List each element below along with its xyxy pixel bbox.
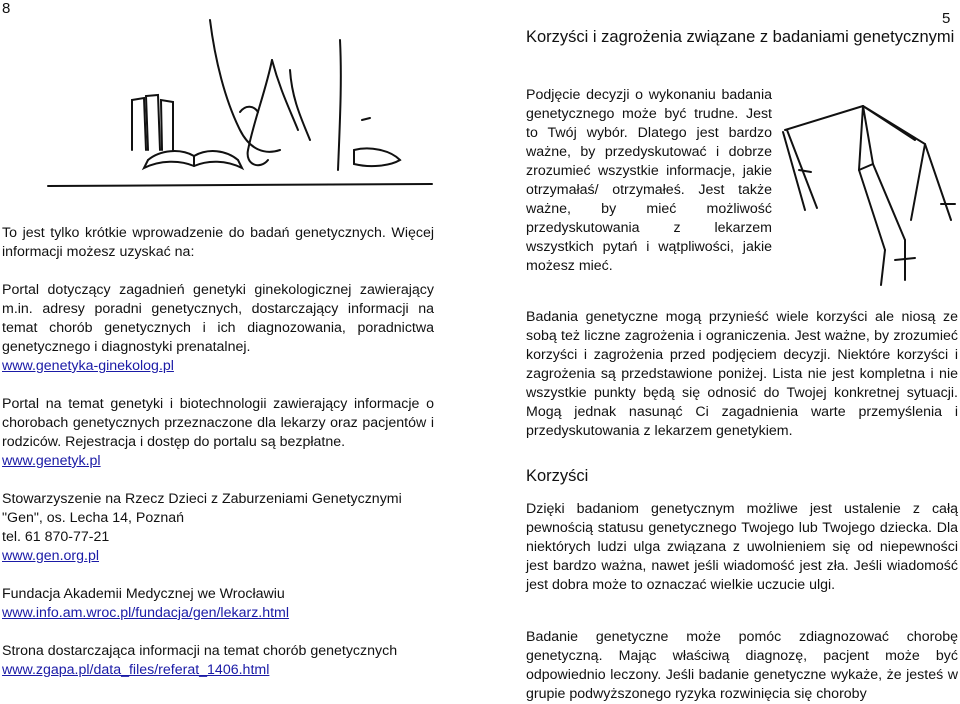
benefits-risks-paragraph: Badania genetyczne mogą przynieść wiele korzyści ale niosą ze sobą też liczne zagrożenia i ograniczenia. Jest ważne, by zrozumieć korzyści i zagrożenia przed podjęciem decyzji. Niektóre korzyści i zagrożenia są przedstawione poniżej. Lista nie jest kompletna i nie wszystkie punkty będą się odnosić do Twojej konkretnej sytuacji. Mogą jednak nasunąć Ci zagadnienia warte przemyślenia i przedyskutowania z lekarzem genetykiem. <box>526 309 958 439</box>
association-phone: tel. 61 870-77-21 <box>2 529 110 545</box>
left-column <box>2 224 434 680</box>
site-name: Strona dostarczająca informacji na temat chorób genetycznych <box>2 643 398 659</box>
swing-illustration <box>755 100 960 290</box>
association-name: Stowarzyszenie na Rzecz Dzieci z Zaburzeniami Genetycznymi "Gen", os. Lecha 14, Poznań <box>2 491 402 526</box>
site-link[interactable]: www.zgapa.pl/data_files/referat_1406.html <box>2 662 270 678</box>
desk-illustration <box>40 0 440 200</box>
portal1-link[interactable]: www.genetyka-ginekolog.pl <box>2 358 174 374</box>
decision-paragraph: Podjęcie decyzji o wykonaniu badania genetycznego może być trudne. Jest to Twój wybór. Dlatego jest bardzo ważne, by przedyskutować i dobrze zrozumieć wszystkie informacje, jakie otrzymałaś/ otrzymałeś. Jest także ważne, by mieć możliwość przedyskutowania z lekarzem wszystkich pytań i wątpliwości, jakie możesz mieć. <box>526 87 772 274</box>
page-number-left: 8 <box>2 0 11 17</box>
benefits-paragraph-2: Badanie genetyczne może pomóc zdiagnozować chorobę genetyczną. Mając właściwą diagnozę, pacjent może być odpowiednio leczony. Jeśli badanie genetyczne wykaże, że jesteś w grupie podwyższonego ryzyka rozwinięcia się choroby <box>526 629 958 702</box>
foundation-link[interactable]: www.info.am.wroc.pl/fundacja/gen/lekarz.html <box>2 605 290 621</box>
benefits-heading: Korzyści <box>526 467 589 485</box>
page-title: Korzyści i zagrożenia związane z badaniami genetycznymi <box>526 28 955 46</box>
portal2-description: Portal na temat genetyki i biotechnologii zawierający informacje o chorobach genetycznych przeznaczone dla lekarzy oraz pacjentów i rodziców. Rejestracja i dostęp do portalu są bezpłatne. <box>2 396 434 450</box>
intro-text: To jest tylko krótkie wprowadzenie do badań genetycznych. Więcej informacji możesz uzyskać na: <box>2 225 434 260</box>
foundation-name: Fundacja Akademii Medycznej we Wrocławiu <box>2 586 285 602</box>
page-number-right: 5 <box>942 10 951 27</box>
benefits-paragraph-1: Dzięki badaniom genetycznym możliwe jest ustalenie z całą pewnością statusu genetycznego Twojego lub Twojego dziecka. Dla niektórych ludzi ulga związana z uwolnieniem się od niepewności jest bardzo ważna, nawet jeśli wiadomość jest zła. Jeśli wiadomość jest dobra może to oznaczać wielkie uczucie ulgi. <box>526 501 958 593</box>
portal2-link[interactable]: www.genetyk.pl <box>2 453 101 469</box>
association-link[interactable]: www.gen.org.pl <box>2 548 99 564</box>
portal1-description: Portal dotyczący zagadnień genetyki ginekologicznej zawierający m.in. adresy poradni genetycznych, dostarczający informacji na temat chorób genetycznych i ich diagnozowania, poradnictwa genetycznego i diagnostyki prenatalnej. <box>2 282 434 355</box>
